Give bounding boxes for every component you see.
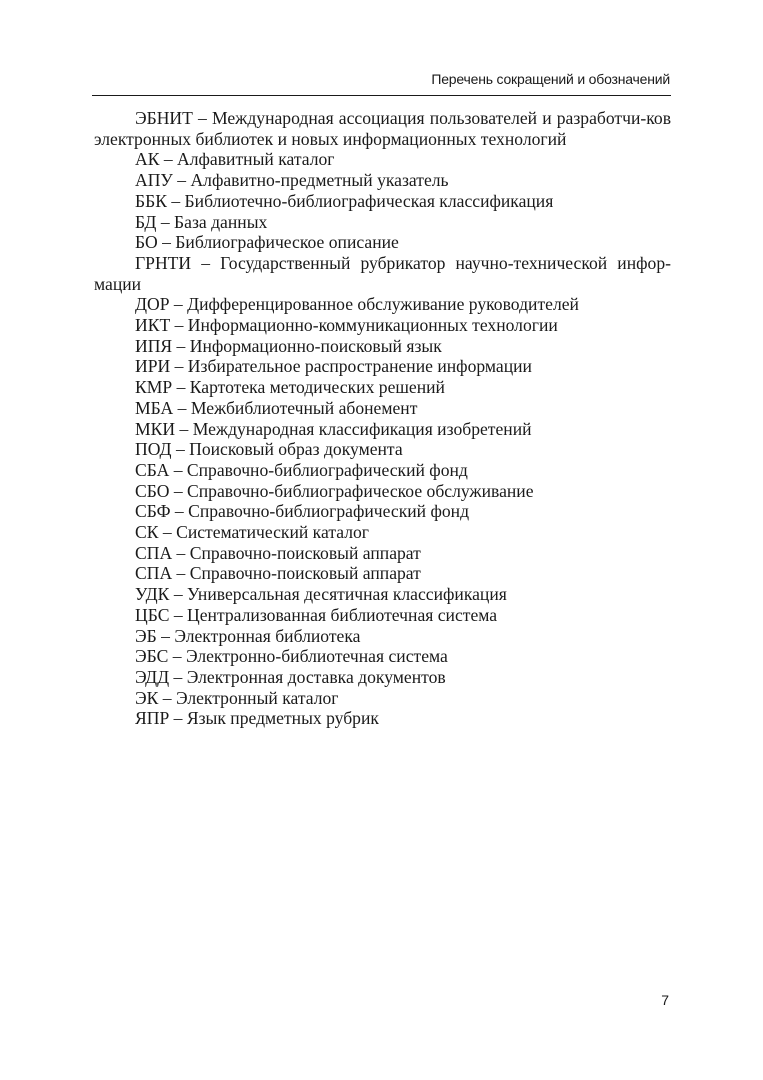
abbreviation: ЭК: [135, 687, 159, 708]
definition: Международная классификация изобретений: [192, 418, 532, 439]
abbreviation: ИРИ: [135, 356, 171, 377]
abbreviation-entry: [94, 667, 671, 688]
separator: –: [169, 480, 188, 501]
abbreviation-entry: [94, 212, 671, 233]
abbreviation-entry: [94, 336, 671, 357]
definition: Справочно-библиографическое обслуживание: [187, 480, 534, 501]
definition: Справочно-поисковый аппарат: [189, 563, 421, 584]
abbreviation: БД: [135, 211, 157, 232]
header-rule: [92, 95, 671, 96]
abbreviation: СБФ: [135, 501, 171, 522]
definition: Справочно-поисковый аппарат: [189, 542, 421, 563]
separator: –: [170, 501, 189, 522]
separator: –: [158, 687, 176, 708]
definition: Справочно-библиографический фонд: [186, 459, 468, 480]
abbreviation-entry: [94, 460, 671, 481]
separator: –: [191, 252, 221, 273]
abbreviation-entry: [94, 232, 671, 253]
abbreviation: ЭБ: [135, 625, 157, 646]
separator: –: [158, 522, 177, 543]
separator: –: [172, 377, 190, 398]
definition: Электронно-библиотечная система: [185, 646, 448, 667]
separator: –: [173, 397, 191, 418]
abbreviation-entry: [94, 356, 671, 377]
definition: Централизованная библиотечная система: [187, 604, 498, 625]
definition: Универсальная десятичная классификация: [187, 584, 507, 605]
abbreviation-entry: [94, 501, 671, 522]
definition: Картотека методических решений: [189, 377, 445, 398]
abbreviation: СБО: [135, 480, 170, 501]
definition: Систематический каталог: [176, 522, 369, 543]
abbreviation-entry: [94, 605, 671, 626]
separator: –: [169, 584, 188, 605]
abbreviation: ЯПР: [135, 708, 170, 729]
abbreviation-entry: [94, 108, 671, 149]
running-header: Перечень сокращений и обозначений: [431, 71, 670, 87]
abbreviation: СПА: [135, 542, 173, 563]
separator: –: [168, 646, 186, 667]
definition: Государственный рубрикатор научно-технической инфор-мации: [94, 252, 671, 294]
separator: –: [159, 149, 178, 170]
abbreviation: ЦБС: [135, 604, 170, 625]
abbreviation: ЭБНИТ: [135, 108, 193, 128]
abbreviation: ПОД: [135, 439, 172, 460]
separator: –: [169, 666, 187, 687]
separator: –: [166, 190, 185, 211]
separator: –: [169, 604, 188, 625]
separator: –: [172, 563, 190, 584]
abbreviation-entry: [94, 377, 671, 398]
definition: Межбиблиотечный абонемент: [190, 397, 418, 418]
separator: –: [172, 335, 190, 356]
separator: –: [169, 459, 187, 480]
definition: Поисковый образ документа: [189, 439, 403, 460]
separator: –: [172, 542, 190, 563]
abbreviation-entry: [94, 294, 671, 315]
abbreviation-entry: [94, 481, 671, 502]
abbreviation-list: [94, 108, 671, 729]
separator: –: [171, 439, 190, 460]
abbreviation-entry: [94, 315, 671, 336]
abbreviation-entry: [94, 398, 671, 419]
abbreviation: АК: [135, 149, 160, 170]
abbreviation: ГРНТИ: [135, 252, 192, 273]
definition: Библиографическое описание: [175, 232, 399, 253]
definition: Библиотечно-библиографическая классификация: [184, 190, 554, 211]
abbreviation: МКИ: [135, 418, 176, 439]
abbreviation: ДОР: [135, 294, 170, 315]
abbreviation-entry: [94, 170, 671, 191]
definition: Электронная доставка документов: [186, 666, 446, 687]
separator: –: [172, 170, 191, 191]
definition: Язык предметных рубрик: [186, 708, 379, 729]
separator: –: [175, 418, 193, 439]
abbreviation-entry: [94, 584, 671, 605]
abbreviation-entry: [94, 419, 671, 440]
separator: –: [170, 356, 188, 377]
separator: –: [169, 294, 188, 315]
separator: –: [156, 211, 175, 232]
definition: Электронная библиотека: [174, 625, 361, 646]
abbreviation: МБА: [135, 397, 174, 418]
page-number: 7: [661, 992, 669, 1008]
separator: –: [156, 625, 175, 646]
abbreviation-entry: [94, 522, 671, 543]
abbreviation-entry: [94, 563, 671, 584]
definition: Алфавитный каталог: [177, 149, 335, 170]
definition: База данных: [174, 211, 268, 232]
definition: Информационно-коммуникационных технологии: [187, 315, 558, 336]
abbreviation: АПУ: [135, 170, 173, 191]
abbreviation: СК: [135, 522, 159, 543]
definition: Электронный каталог: [175, 687, 339, 708]
abbreviation-entry: [94, 688, 671, 709]
abbreviation: СБА: [135, 459, 170, 480]
definition: Избирательное распространение информации: [187, 356, 532, 377]
definition: Справочно-библиографический фонд: [188, 501, 470, 522]
abbreviation-entry: [94, 626, 671, 647]
abbreviation: СПА: [135, 563, 173, 584]
separator: –: [169, 708, 187, 729]
abbreviation: КМР: [135, 377, 173, 398]
abbreviation-entry: [94, 191, 671, 212]
definition: Информационно-поисковый язык: [189, 335, 442, 356]
definition: Алфавитно-предметный указатель: [190, 170, 449, 191]
abbreviation: УДК: [135, 584, 170, 605]
separator: –: [170, 315, 188, 336]
definition: Международная ассоциация пользователей и разработчи-ков электронных библиотек и новых информационных технологий: [94, 108, 671, 149]
separator: –: [157, 232, 176, 253]
abbreviation-entry: [94, 149, 671, 170]
abbreviation: ИКТ: [135, 315, 171, 336]
separator: –: [192, 108, 212, 128]
abbreviation: БО: [135, 232, 158, 253]
abbreviation: ББК: [135, 190, 167, 211]
abbreviation-entry: [94, 708, 671, 729]
abbreviation: ИПЯ: [135, 335, 173, 356]
abbreviation: ЭДД: [135, 666, 170, 687]
abbreviation-entry: [94, 543, 671, 564]
abbreviation: ЭБС: [135, 646, 169, 667]
definition: Дифференцированное обслуживание руководителей: [187, 294, 579, 315]
abbreviation-entry: [94, 439, 671, 460]
abbreviation-entry: [94, 253, 671, 294]
abbreviation-entry: [94, 646, 671, 667]
